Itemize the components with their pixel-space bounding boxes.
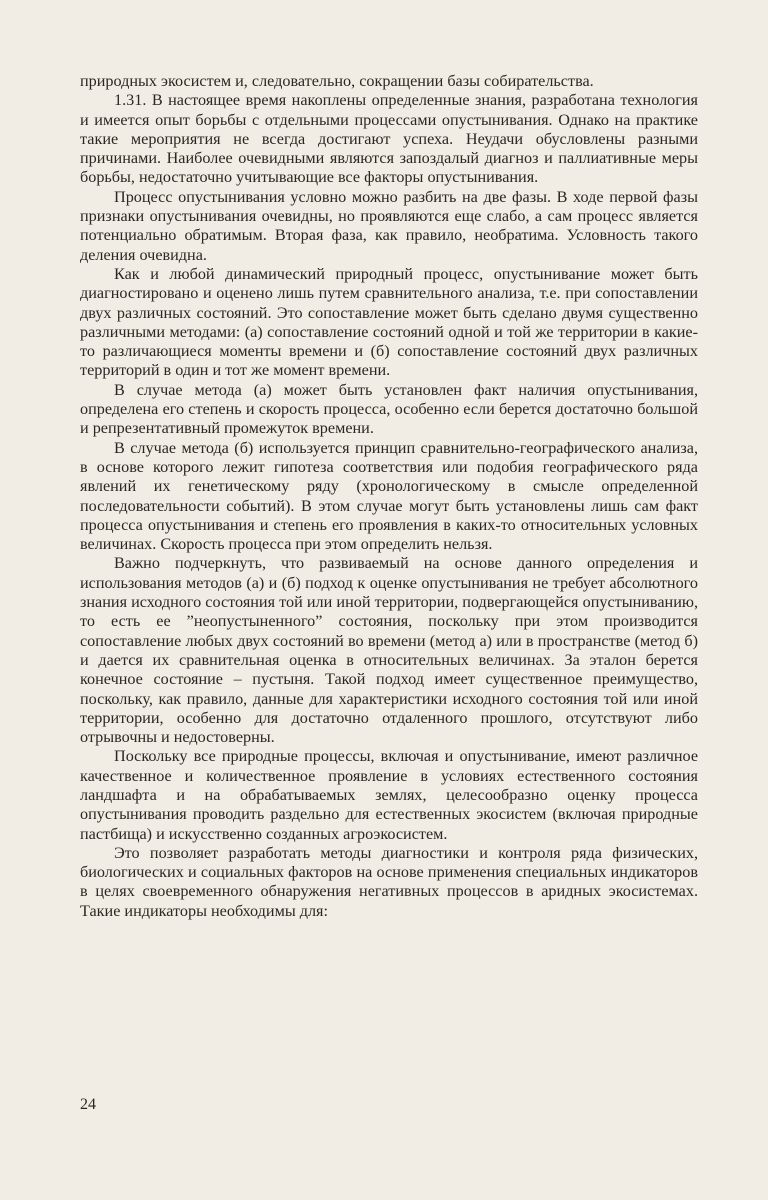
page-number: 24 xyxy=(80,1096,96,1113)
paragraph-important: Важно подчеркнуть, что развиваемый на основе данного определения и использования методов (а) и (б) подход к оценке опустынивания не требует абсолютного знания исходного состояния той или иной территории, подвергающейся опустыниванию, то есть ее ”неопустыненного” состояния, поскольку при этом производится сопоставление любых двух состояний во времени (метод а) или в пространстве (метод б) и дается их сравнительная оценка в относительных величинах. За эталон берется конечное состояние – пустыня. Такой подход имеет существенное преимущество, поскольку, как правило, данные для характеристики исходного состояния той или иной территории, особенно для достаточно отдаленного прошлого, отсутствуют либо отрывочны и недостоверны. xyxy=(80,554,698,747)
paragraph-phases: Процесс опустынивания условно можно разбить на две фазы. В ходе первой фазы признаки опустынивания очевидны, но проявляются еще слабо, а сам процесс является потенциально обратимым. Вторая фаза, как правило, необратима. Условность такого деления очевидна. xyxy=(80,187,698,264)
paragraph-method-a: В случае метода (а) может быть установлен факт наличия опустынивания, определена его степень и скорость процесса, особенно если берется достаточно большой и репрезентативный промежуток времени. xyxy=(80,380,698,438)
paragraph-natural-processes: Поскольку все природные процессы, включая и опустынивание, имеют различное качественное и количественное проявление в условиях естественного состояния ландшафта и на обрабатываемых землях, целесообразно оценку процесса опустынивания проводить раздельно для естественных экосистем (включая природные пастбища) и искусственно созданных агроэкосистем. xyxy=(80,747,698,843)
paragraph-continuation: природных экосистем и, следовательно, сокращении базы собирательства. xyxy=(80,72,594,90)
paragraph-indicators: Это позволяет разработать методы диагностики и контроля ряда физических, биологических и социальных факторов на основе применения специальных индикаторов в целях своевременного обнаружения негативных процессов в аридных экосистемах. Такие индикаторы необходимы для: xyxy=(80,843,698,920)
paragraph-1-31: 1.31. В настоящее время накоплены определенные знания, разработана технология и имеется опыт борьбы с отдельными процессами опустынивания. Однако на практике такие мероприятия не всегда достигают успеха. Неудачи обусловлены разными причинами. Наиболее очевидными являются запоздалый диагноз и паллиативные меры борьбы, недостаточно учитывающие все факторы опустынивания. xyxy=(80,91,698,187)
page-text xyxy=(80,72,698,921)
paragraph-methods: Как и любой динамический природный процесс, опустынивание может быть диагностировано и оценено лишь путем сравнительного анализа, т.е. при сопоставлении двух различных состояний. Это сопоставление может быть сделано двумя существенно различными методами: (а) сопоставление состояний одной и той же территории в какие-то различающиеся моменты времени и (б) сопоставление состояний двух различных территорий в один и тот же момент времени. xyxy=(80,264,698,380)
paragraph-method-b: В случае метода (б) используется принцип сравнительно-географического анализа, в основе которого лежит гипотеза соответствия или подобия географического ряда явлений их генетическому ряду (хронологическому в смысле определенной последовательности событий). В этом случае могут быть установлены лишь сам факт процесса опустынивания и степень его проявления в каких-то относительных условных величинах. Скорость процесса при этом определить нельзя. xyxy=(80,438,698,554)
